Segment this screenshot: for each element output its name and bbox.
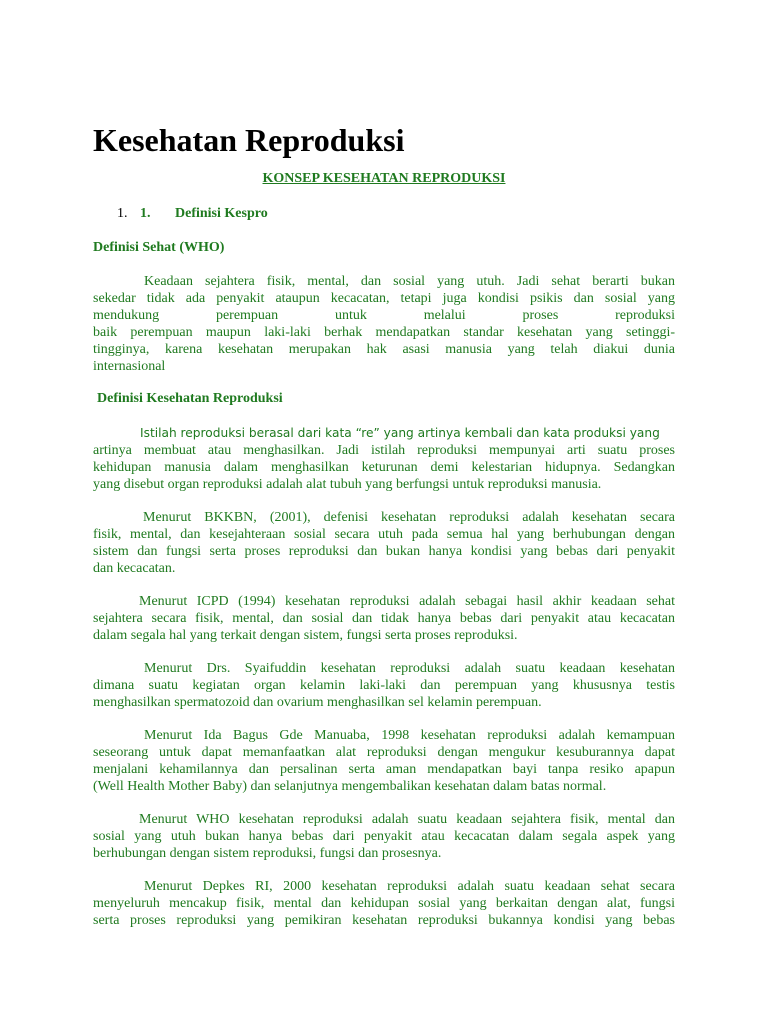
paragraph-line: Menurut ICPD (1994) kesehatan reproduksi adalah sebagai hasil akhir keadaan sehat (139, 594, 675, 609)
paragraph-line: yang disebut organ reproduksi adalah alat tubuh yang berfungsi untuk reproduksi manusia. (93, 477, 602, 492)
paragraph-line: artinya membuat atau menghasilkan. Jadi istilah reproduksi mempunyai arti suatu proses (93, 443, 675, 458)
paragraph-line: dalam segala hal yang terkait dengan sistem, fungsi serta proses reproduksi. (93, 628, 518, 643)
paragraph-line: sejahtera secara fisik, mental, dan sosial dan tidak hanya bebas dari penyakit atau kecacatan (93, 611, 675, 626)
numbered-heading (117, 206, 268, 222)
paragraph-line: internasional (93, 359, 166, 374)
paragraph-line: Menurut WHO kesehatan reproduksi adalah suatu keadaan sejahtera fisik, mental dan (139, 812, 675, 827)
paragraph-line: Menurut Ida Bagus Gde Manuaba, 1998 kesehatan reproduksi adalah kemampuan (144, 728, 675, 743)
paragraph-line: menghasilkan spermatozoid dan ovarium menghasilkan sel kelamin perempuan. (93, 695, 542, 710)
paragraph-line: menjalani kehamilannya dan persalinan serta aman mendapatkan bayi tanpa resiko apapun (93, 762, 675, 777)
paragraph-depkes (93, 878, 675, 929)
paragraph-line: fisik, mental, dan kesejahteraan sosial secara utuh pada semua hal yang berhubungan dengan (93, 527, 675, 542)
paragraph-manuaba (93, 727, 675, 795)
paragraph-line: Istilah reproduksi berasal dari kata “re” yang artinya kembali dan kata produksi yang (140, 426, 660, 440)
paragraph-line: mendukung perempuan untuk melalui proses reproduksi (93, 308, 675, 323)
paragraph-icpd (93, 593, 675, 644)
paragraph-line: Keadaan sejahtera fisik, mental, dan sosial yang utuh. Jadi sehat berarti bukan (144, 274, 675, 289)
paragraph-line: berhubungan dengan sistem reproduksi, fungsi dan prosesnya. (93, 846, 442, 861)
paragraph-bkkbn (93, 509, 675, 577)
heading-definisi-kespro: Definisi Kesehatan Reproduksi (97, 391, 283, 406)
paragraph-line: kehidupan manusia dalam menghasilkan keturunan demi kelestarian hidupnya. Sedangkan (93, 460, 675, 475)
paragraph-who (93, 811, 675, 862)
paragraph-line: Menurut Drs. Syaifuddin kesehatan reproduksi adalah suatu keadaan kesehatan (144, 661, 675, 676)
paragraph-istilah (93, 425, 675, 493)
paragraph-line: (Well Health Mother Baby) dan selanjutnya mengembalikan kesehatan dalam batas normal. (93, 779, 607, 794)
paragraph-definisi-sehat (93, 273, 675, 375)
paragraph-line: sistem dan fungsi serta proses reproduksi dan bukan hanya kondisi yang bebas dari penyakit (93, 544, 675, 559)
paragraph-line: serta proses reproduksi yang pemikiran kesehatan reproduksi bukannya kondisi yang bebas (93, 913, 675, 928)
paragraph-line: tingginya, karena kesehatan merupakan hak asasi manusia yang telah diakui dunia (93, 342, 675, 357)
section1-heading: Definisi Kespro (175, 206, 268, 221)
list-number-inner: 1. (140, 206, 151, 221)
paragraph-line: seseorang untuk dapat memanfaatkan alat reproduksi dengan mengukur kesuburannya dapat (93, 745, 675, 760)
paragraph-syaifuddin (93, 660, 675, 711)
list-number-outer: 1. (117, 206, 128, 221)
heading-definisi-sehat: Definisi Sehat (WHO) (93, 240, 225, 255)
paragraph-line: sosial yang utuh bukan hanya bebas dari penyakit atau kecacatan dalam segala aspek yang (93, 829, 675, 844)
paragraph-line: Menurut Depkes RI, 2000 kesehatan reproduksi adalah suatu keadaan sehat secara (144, 879, 675, 894)
paragraph-line: Menurut BKKBN, (2001), defenisi kesehatan reproduksi adalah kesehatan secara (143, 510, 675, 525)
paragraph-line: dan kecacatan. (93, 561, 176, 576)
section-subtitle: KONSEP KESEHATAN REPRODUKSI (262, 171, 506, 186)
paragraph-line: sekedar tidak ada penyakit ataupun kecacatan, tetapi juga kondisi psikis dan sosial yang (93, 291, 675, 306)
paragraph-line: dimana suatu kegiatan organ kelamin laki-laki dan perempuan yang khususnya testis (93, 678, 675, 693)
paragraph-line: baik perempuan maupun laki-laki berhak mendapatkan standar kesehatan yang setinggi- (93, 325, 675, 340)
paragraph-line: menyeluruh mencakup fisik, mental dan kehidupan sosial yang berkaitan dengan alat, fungsi (93, 896, 675, 911)
document-title: Kesehatan Reproduksi (93, 122, 405, 158)
